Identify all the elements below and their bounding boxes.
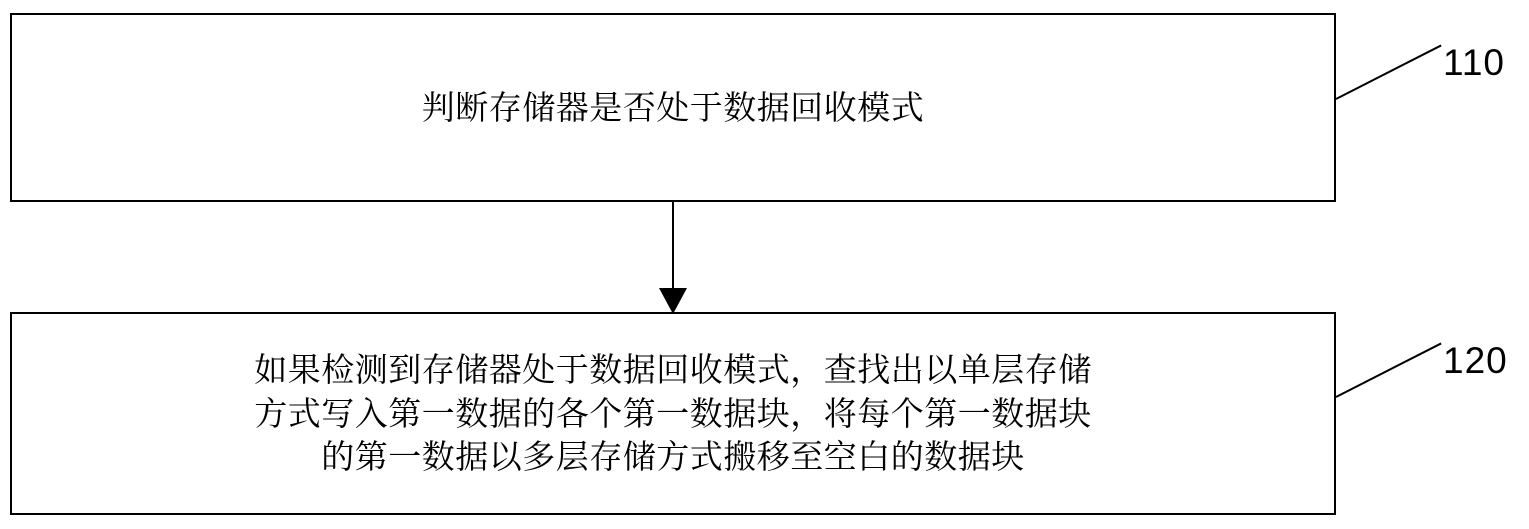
flow-step-110 bbox=[10, 13, 1336, 202]
connector-arrowhead-icon bbox=[659, 288, 687, 314]
flow-step-120 bbox=[10, 312, 1336, 515]
connector-line bbox=[672, 202, 674, 294]
flow-step-110-text: 判断存储器是否处于数据回收模式 bbox=[421, 88, 925, 126]
leader-line-120 bbox=[1336, 343, 1442, 398]
leader-line-110 bbox=[1336, 45, 1442, 100]
reference-label-120: 120 bbox=[1443, 340, 1508, 381]
reference-label-110: 110 bbox=[1443, 42, 1505, 83]
flow-step-120-text: 如果检测到存储器处于数据回收模式，查找出以单层存储 方式写入第一数据的各个第一数据块，将每个第一数据块 的第一数据以多层存储方式搬移至空白的数据块 bbox=[254, 351, 1092, 476]
